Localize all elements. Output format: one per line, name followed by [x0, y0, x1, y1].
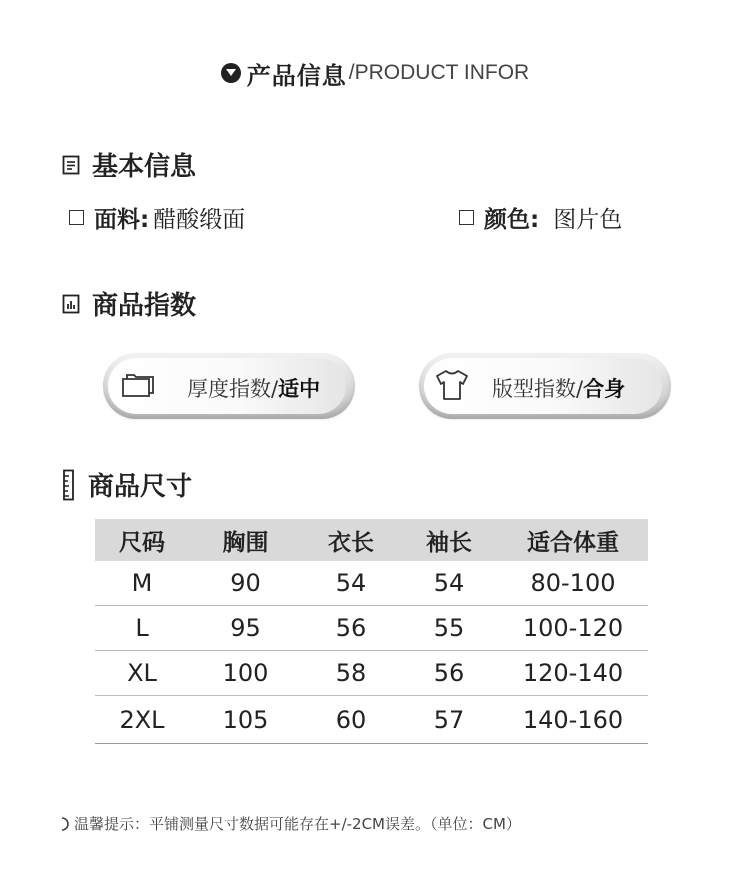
column-header: 袖长 — [400, 519, 498, 561]
color-value: 图片色 — [553, 207, 623, 233]
fit-text — [492, 373, 625, 403]
section-basic-info — [62, 146, 196, 183]
table-cell: 100-120 — [498, 606, 648, 651]
size-table — [95, 519, 648, 744]
measurement-note — [60, 813, 521, 834]
table-row — [95, 696, 648, 744]
table-cell: 55 — [400, 606, 498, 651]
thickness-text — [187, 373, 320, 403]
thickness-label: 厚度指数/ — [187, 377, 279, 401]
section-title-text: 商品指数 — [92, 291, 197, 321]
tshirt-icon — [433, 366, 471, 408]
column-header: 尺码 — [95, 519, 189, 561]
fit-value: 合身 — [583, 377, 626, 401]
chart-document-icon — [62, 294, 80, 314]
table-cell: 80-100 — [498, 561, 648, 606]
fabric-value: 醋酸缎面 — [153, 207, 246, 233]
table-cell: 120-140 — [498, 651, 648, 696]
table-cell: XL — [95, 651, 189, 696]
color-label: 颜色: — [484, 207, 540, 233]
color-info — [459, 201, 622, 234]
checkbox-icon — [459, 210, 474, 225]
table-cell: M — [95, 561, 189, 606]
column-header: 胸围 — [189, 519, 302, 561]
table-row — [95, 561, 648, 606]
document-icon — [62, 155, 80, 175]
header-title-en: /PRODUCT INFOR — [348, 61, 530, 84]
section-title-text: 基本信息 — [92, 152, 197, 182]
table-cell: 54 — [302, 561, 400, 606]
section-product-index — [62, 285, 196, 322]
page-header — [0, 56, 750, 90]
fabric-label: 面料: — [94, 207, 150, 233]
thickness-value: 适中 — [278, 377, 321, 401]
column-header: 衣长 — [302, 519, 400, 561]
table-cell: 90 — [189, 561, 302, 606]
note-text: 温馨提示：平铺测量尺寸数据可能存在+/-2CM误差。（单位：CM） — [74, 815, 521, 833]
table-row — [95, 651, 648, 696]
header-title-cn: 产品信息 — [246, 61, 347, 90]
table-cell: 100 — [189, 651, 302, 696]
table-cell: 140-160 — [498, 696, 648, 744]
section-product-size — [62, 466, 192, 503]
table-cell: 57 — [400, 696, 498, 744]
section-title-text: 商品尺寸 — [88, 472, 193, 502]
fit-label: 版型指数/ — [492, 377, 584, 401]
folder-layers-icon — [119, 367, 155, 407]
table-cell: L — [95, 606, 189, 651]
column-header: 适合体重 — [498, 519, 648, 561]
table-cell: 58 — [302, 651, 400, 696]
table-cell: 2XL — [95, 696, 189, 744]
fit-index-pill — [419, 353, 671, 419]
table-cell: 95 — [189, 606, 302, 651]
table-cell: 56 — [302, 606, 400, 651]
ruler-icon — [62, 469, 76, 501]
fabric-info — [69, 201, 245, 234]
half-circle-icon — [60, 816, 70, 832]
checkbox-icon — [69, 210, 84, 225]
table-row — [95, 606, 648, 651]
table-cell: 54 — [400, 561, 498, 606]
table-cell: 105 — [189, 696, 302, 744]
table-cell: 56 — [400, 651, 498, 696]
table-cell: 60 — [302, 696, 400, 744]
table-header-row — [95, 519, 648, 561]
thickness-index-pill — [103, 353, 355, 419]
chevron-down-circle-icon — [221, 63, 241, 83]
